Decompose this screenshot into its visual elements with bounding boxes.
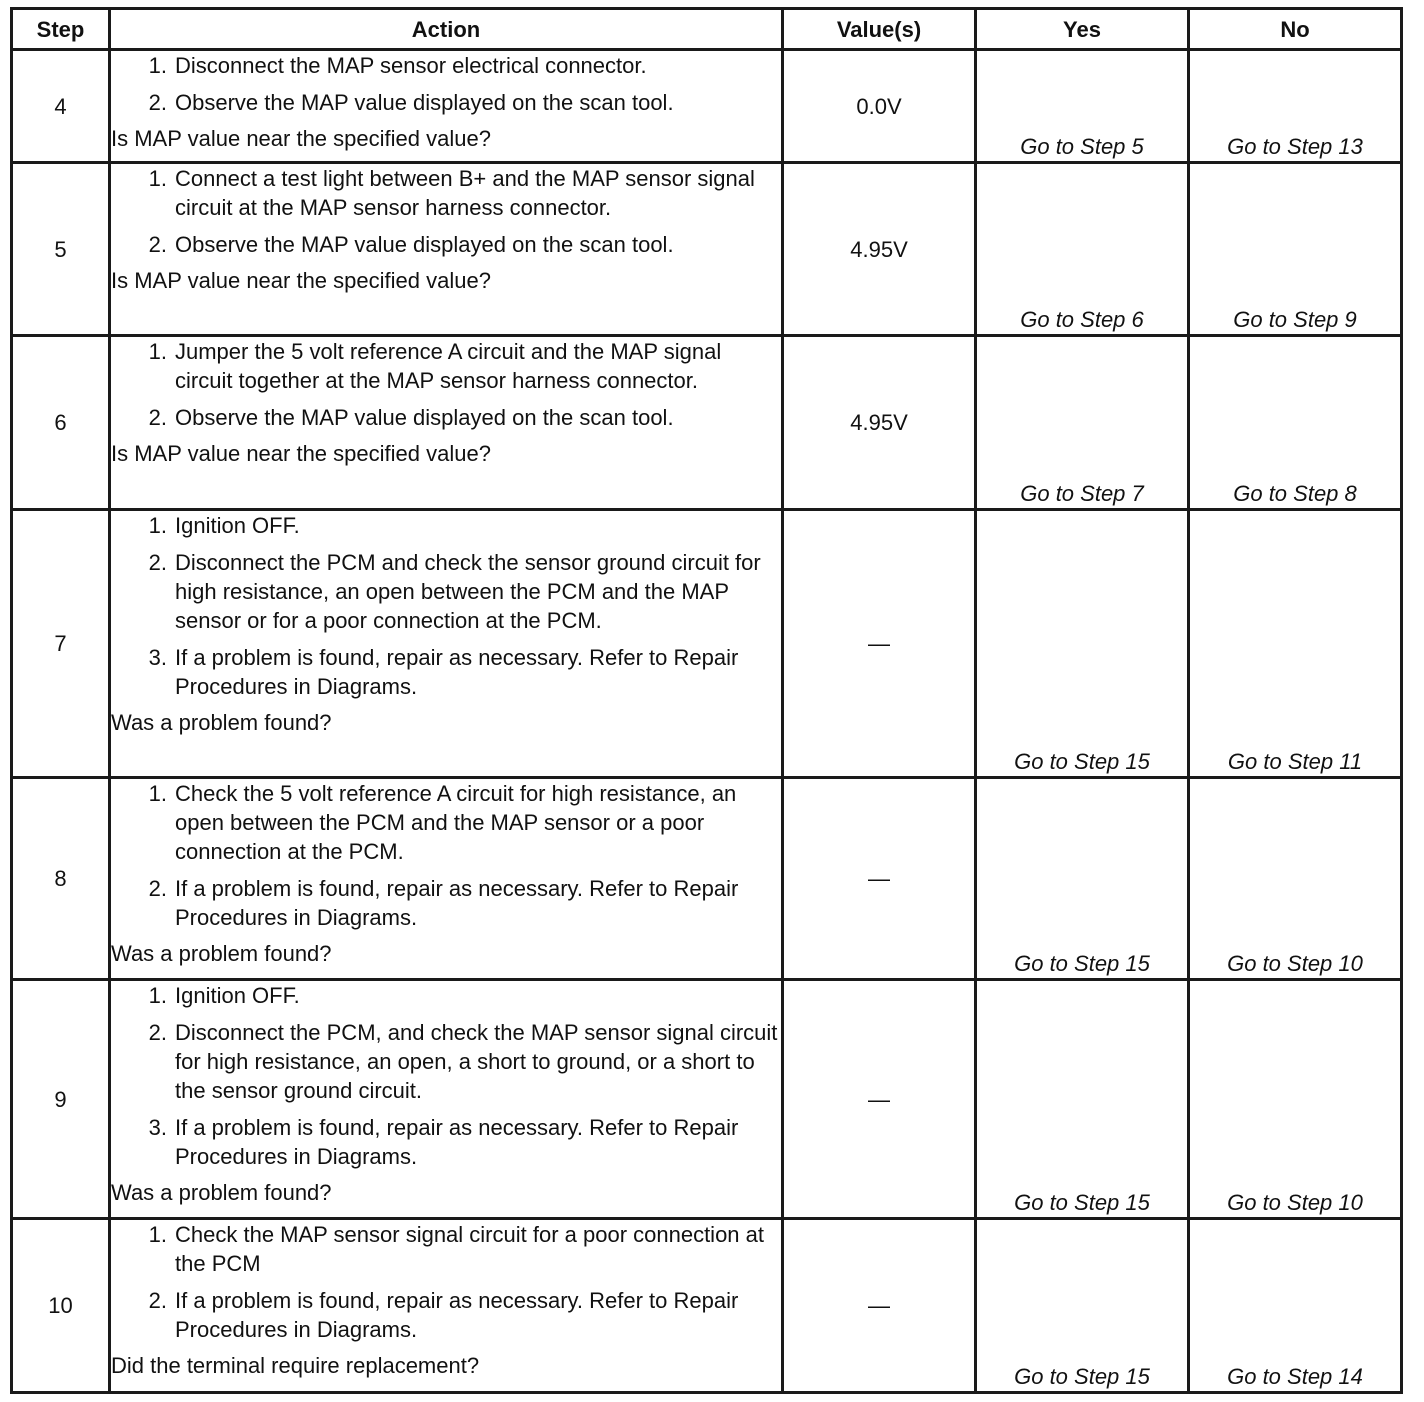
action-step	[111, 337, 781, 395]
no-goto: Go to Step 13	[1189, 50, 1402, 163]
action-step-number: 1.	[148, 166, 167, 191]
step-number: 4	[12, 50, 110, 163]
action-step	[111, 981, 781, 1010]
action-question: Was a problem found?	[111, 710, 332, 735]
action-cell	[110, 336, 783, 510]
table-row	[12, 50, 1402, 163]
action-step	[111, 1286, 781, 1344]
step-number: 6	[12, 336, 110, 510]
action-step	[111, 779, 781, 866]
action-step-text: Disconnect the PCM and check the sensor ground circuit for high resistance, an open between the PCM and the MAP sensor or for a poor connection at the PCM.	[175, 550, 761, 633]
action-step-number: 2.	[148, 405, 167, 430]
action-steps-list	[111, 511, 781, 701]
action-step-text: Observe the MAP value displayed on the scan tool.	[175, 405, 674, 430]
action-step-number: 1.	[148, 513, 167, 538]
action-question: Is MAP value near the specified value?	[111, 441, 491, 466]
table-row	[12, 980, 1402, 1219]
table-row	[12, 510, 1402, 778]
action-question: Is MAP value near the specified value?	[111, 268, 491, 293]
action-step-number: 3.	[148, 645, 167, 670]
value-cell: —	[783, 778, 976, 980]
action-steps-list	[111, 164, 781, 259]
yes-goto: Go to Step 15	[976, 1219, 1189, 1393]
table-row	[12, 778, 1402, 980]
yes-goto: Go to Step 15	[976, 980, 1189, 1219]
action-step-number: 2.	[148, 876, 167, 901]
action-step	[111, 164, 781, 222]
action-step-text: Jumper the 5 volt reference A circuit and the MAP signal circuit together at the MAP sensor harness connector.	[175, 339, 722, 393]
action-step-number: 1.	[148, 1222, 167, 1247]
step-number: 7	[12, 510, 110, 778]
header-row	[12, 9, 1402, 50]
action-question: Did the terminal require replacement?	[111, 1353, 480, 1378]
yes-goto: Go to Step 15	[976, 510, 1189, 778]
step-number: 5	[12, 163, 110, 336]
action-step-text: If a problem is found, repair as necessary. Refer to Repair Procedures in Diagrams.	[175, 1115, 739, 1169]
action-step-number: 1.	[148, 781, 167, 806]
yes-goto: Go to Step 6	[976, 163, 1189, 336]
action-step-number: 2.	[148, 1020, 167, 1045]
yes-goto: Go to Step 5	[976, 50, 1189, 163]
action-step-text: Disconnect the MAP sensor electrical connector.	[175, 53, 647, 78]
action-step	[111, 643, 781, 701]
header-no: No	[1189, 9, 1402, 50]
action-question: Is MAP value near the specified value?	[111, 126, 491, 151]
action-question: Was a problem found?	[111, 1180, 332, 1205]
action-step	[111, 1018, 781, 1105]
yes-goto: Go to Step 7	[976, 336, 1189, 510]
action-cell	[110, 778, 783, 980]
action-step	[111, 874, 781, 932]
action-step-number: 2.	[148, 1288, 167, 1313]
action-step	[111, 511, 781, 540]
action-steps-list	[111, 51, 781, 117]
header-action: Action	[110, 9, 783, 50]
diagnostic-table	[10, 7, 1403, 1394]
value-cell: —	[783, 1219, 976, 1393]
step-number: 8	[12, 778, 110, 980]
value-cell: 0.0V	[783, 50, 976, 163]
header-step: Step	[12, 9, 110, 50]
action-step-text: Observe the MAP value displayed on the scan tool.	[175, 90, 674, 115]
action-steps-list	[111, 1220, 781, 1344]
action-cell	[110, 1219, 783, 1393]
step-number: 9	[12, 980, 110, 1219]
value-cell: 4.95V	[783, 163, 976, 336]
action-step-text: If a problem is found, repair as necessary. Refer to Repair Procedures in Diagrams.	[175, 1288, 739, 1342]
action-step-text: If a problem is found, repair as necessary. Refer to Repair Procedures in Diagrams.	[175, 645, 739, 699]
table-row	[12, 1219, 1402, 1393]
action-cell	[110, 50, 783, 163]
action-step	[111, 51, 781, 80]
action-step-number: 2.	[148, 232, 167, 257]
no-goto: Go to Step 11	[1189, 510, 1402, 778]
header-values: Value(s)	[783, 9, 976, 50]
action-step-text: Ignition OFF.	[175, 513, 300, 538]
action-step-text: Observe the MAP value displayed on the scan tool.	[175, 232, 674, 257]
action-step-text: Connect a test light between B+ and the MAP sensor signal circuit at the MAP sensor harness connector.	[175, 166, 755, 220]
action-step-number: 3.	[148, 1115, 167, 1140]
no-goto: Go to Step 9	[1189, 163, 1402, 336]
action-step	[111, 548, 781, 635]
header-yes: Yes	[976, 9, 1189, 50]
action-step	[111, 230, 781, 259]
action-step-text: Ignition OFF.	[175, 983, 300, 1008]
no-goto: Go to Step 10	[1189, 980, 1402, 1219]
action-step-number: 2.	[148, 90, 167, 115]
action-step	[111, 403, 781, 432]
action-step-number: 1.	[148, 53, 167, 78]
action-step-number: 2.	[148, 550, 167, 575]
no-goto: Go to Step 14	[1189, 1219, 1402, 1393]
action-cell	[110, 510, 783, 778]
no-goto: Go to Step 10	[1189, 778, 1402, 980]
action-step	[111, 1220, 781, 1278]
action-step-text: If a problem is found, repair as necessary. Refer to Repair Procedures in Diagrams.	[175, 876, 739, 930]
action-steps-list	[111, 337, 781, 432]
table-row	[12, 336, 1402, 510]
action-step-text: Disconnect the PCM, and check the MAP sensor signal circuit for high resistance, an open, a short to ground, or a short to the sensor ground circuit.	[175, 1020, 778, 1103]
action-steps-list	[111, 981, 781, 1171]
action-step	[111, 1113, 781, 1171]
value-cell: 4.95V	[783, 336, 976, 510]
value-cell: —	[783, 980, 976, 1219]
action-step-text: Check the 5 volt reference A circuit for high resistance, an open between the PCM and the MAP sensor or a poor connection at the PCM.	[175, 781, 737, 864]
action-steps-list	[111, 779, 781, 932]
action-step-text: Check the MAP sensor signal circuit for a poor connection at the PCM	[175, 1222, 765, 1276]
action-step-number: 1.	[148, 339, 167, 364]
no-goto: Go to Step 8	[1189, 336, 1402, 510]
action-cell	[110, 163, 783, 336]
action-step	[111, 88, 781, 117]
action-step-number: 1.	[148, 983, 167, 1008]
step-number: 10	[12, 1219, 110, 1393]
action-cell	[110, 980, 783, 1219]
value-cell: —	[783, 510, 976, 778]
table-row	[12, 163, 1402, 336]
action-question: Was a problem found?	[111, 941, 332, 966]
yes-goto: Go to Step 15	[976, 778, 1189, 980]
